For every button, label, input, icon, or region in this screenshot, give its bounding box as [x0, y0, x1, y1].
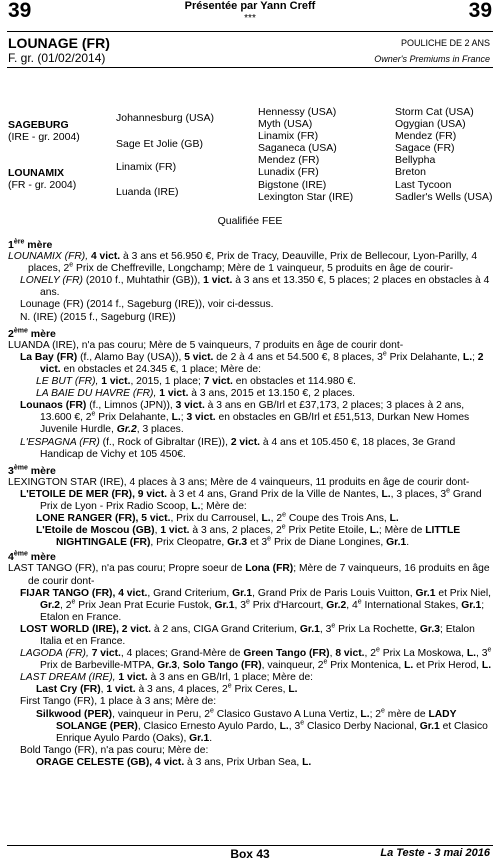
- produce-entry: Lounage (FR) (2014 f., Sageburg (IRE)), voir ci-dessus.: [20, 299, 274, 311]
- produce-entry: Last Cry (FR), 1 vict. à 3 ans, 4 places, 2e Prix Ceres, L.: [36, 682, 298, 696]
- pedigree-g3: Lexington Star (IRE): [258, 191, 354, 203]
- pedigree-g4: Mendez (FR): [395, 130, 457, 142]
- pedigree-g3: Linamix (FR): [258, 130, 319, 142]
- divider: [7, 31, 493, 32]
- section-heading-2: 2ème mère: [8, 327, 56, 340]
- fourth-dam-record: LAST TANGO (FR), n'a pas couru; Propre soeur de Lona (FR); Mère de 7 vainqueurs, 16 produits en âge de courir dont-: [8, 563, 490, 587]
- produce-entry: LONE RANGER (FR), 5 vict., Prix du Carrousel, L., 2e Coupe des Trois Ans, L.: [36, 511, 399, 525]
- horse-info: F. gr. (01/02/2014): [8, 51, 106, 65]
- owner-premiums: Owner's Premiums in France: [374, 54, 490, 64]
- page-footer: [0, 847, 500, 861]
- produce-entry: L'Etoile de Moscou (GB), 1 vict. à 3 ans, 2 places, 2e Prix Petite Etoile, L.; Mère de LITTLE NIGHTINGALE (FR), Prix Cleopatre, Gr.3 et 3e Prix de Diane Longines, Gr.1.: [36, 523, 461, 549]
- produce-entry: LONELY (FR) (2010 f., Muhtathir (GB)), 1 vict. à 3 ans et 13.350 €, 5 places; 2 places en obstacles à 4 ans.: [20, 275, 490, 299]
- produce-entry: LOST WORLD (IRE), 2 vict. à 2 ans, CIGA Grand Criterium, Gr.1, 3e Prix La Rochette, Gr.3; Etalon Italia et en France.: [20, 622, 475, 647]
- box-number: Box 43: [230, 847, 270, 861]
- produce-entry: FIJAR TANGO (FR), 4 vict., Grand Criterium, Gr.1, Grand Prix de Paris Louis Vuitton, Gr.1 et Prix Niel, Gr.2, 2e Prix Jean Prat Ecurie Fustok, Gr.1, 3e Prix d'Harcourt, Gr.2, 4e International Stakes, Gr.1; Etalon en France.: [20, 587, 491, 623]
- pedigree-g4: Bellypha: [395, 154, 436, 166]
- catalogue-body: [8, 237, 494, 769]
- sire-name: SAGEBURG: [8, 119, 69, 131]
- pedigree-g4: Breton: [395, 166, 426, 178]
- granddam-record: LUANDA (IRE), n'a pas couru; Mère de 5 vainqueurs, 7 produits en âge de courir dont-: [8, 339, 404, 351]
- produce-entry: La Bay (FR) (f., Alamo Bay (USA)), 5 vict. de 2 à 4 ans et 54.500 €, 8 places, 3e Prix Delahante, L.; 2 vict. en obstacles et 24.345 €, 1 place; Mère de:: [20, 350, 484, 375]
- pedigree-g2: Sage Et Jolie (GB): [116, 138, 203, 150]
- produce-entry: LAST DREAM (IRE), 1 vict. à 3 ans en GB/Irl, 1 place; Mère de:: [20, 672, 314, 684]
- pedigree-g4: Sadler's Wells (USA): [395, 191, 493, 203]
- divider: [7, 845, 493, 846]
- lot-number-right: 39: [468, 0, 492, 22]
- sire-info: (IRE - gr. 2004): [8, 131, 80, 143]
- pedigree-g3: Lunadix (FR): [258, 166, 319, 178]
- produce-entry: L'ESPAGNA (FR) (f., Rock of Gibraltar (IRE)), 2 vict. à 4 ans et 105.450 €, 18 places, 3e Grand Handicap de Vichy et 105 450€.: [20, 436, 456, 460]
- produce-entry: L'ETOILE DE MER (FR), 9 vict. à 3 et 4 ans, Grand Prix de la Ville de Nantes, L., 3 places, 3e Grand Prix de Lyon - Prix Radio Scoop, L.; Mère de:: [20, 487, 482, 512]
- pedigree-g2: Luanda (IRE): [116, 186, 179, 198]
- dam-name: LOUNAMIX: [8, 167, 64, 179]
- produce-entry: Bold Tango (FR), n'a pas couru; Mère de:: [20, 744, 209, 756]
- pedigree-g4: Last Tycoon: [395, 179, 452, 191]
- divider: [7, 67, 493, 68]
- produce-entry: Silkwood (PER), vainqueur in Peru, 2e Clasico Gustavo A Luna Vertiz, L.; 2e mère de LADY SOLANGE (PER), Clasico Ernesto Ayulo Pardo, L., 3e Clasico Derby Nacional, Gr.1 et Clasico Enrique Ayulo Pardo (Oaks), Gr.1.: [36, 707, 488, 744]
- pedigree-g3: Mendez (FR): [258, 154, 320, 166]
- pedigree-g4: Storm Cat (USA): [395, 106, 474, 118]
- page-header: [0, 0, 500, 30]
- produce-entry: N. (IRE) (2015 f., Sageburg (IRE)): [20, 311, 176, 323]
- produce-entry: First Tango (FR), 1 place à 3 ans; Mère de:: [20, 696, 217, 708]
- horse-name: LOUNAGE (FR): [8, 35, 110, 51]
- produce-entry: LA BAIE DU HAVRE (FR), 1 vict. à 3 ans, 2015 et 13.150 €, 2 places.: [36, 388, 356, 400]
- produce-entry: LE BUT (FR), 1 vict., 2015, 1 place; 7 vict. en obstacles et 114.980 €.: [36, 376, 356, 388]
- dam-info: (FR - gr. 2004): [8, 179, 77, 191]
- pedigree-g4: Sagace (FR): [395, 142, 455, 154]
- produce-entry: Lounaos (FR) (f., Limnos (JPN)), 3 vict. à 3 ans en GB/Irl et £37,173, 2 places; 3 places à 2 ans, 13.600 €, 2e Prix Delahante, L.; 3 vict. en obstacles en GB/Irl et £51,513, Durkan New Homes Juvenile Hurdle, Gr.2, 3 places.: [20, 400, 470, 436]
- pedigree-g3: Saganeca (USA): [258, 142, 337, 154]
- pedigree-g3: Bigstone (IRE): [258, 179, 327, 191]
- third-dam-record: LEXINGTON STAR (IRE), 4 places à 3 ans; Mère de 4 vainqueurs, 11 produits en âge de courir dont-: [8, 476, 470, 488]
- section-heading-1: 1ère mère: [8, 238, 53, 251]
- stars: ***: [244, 13, 256, 24]
- produce-entry: ORAGE CELESTE (GB), 4 vict. à 3 ans, Prix Urban Sea, L.: [36, 756, 312, 768]
- pedigree-g2: Johannesburg (USA): [116, 112, 215, 124]
- lot-number-left: 39: [8, 0, 32, 22]
- pedigree-g4: Ogygian (USA): [395, 118, 466, 130]
- pedigree-g2: Linamix (FR): [116, 161, 177, 173]
- pedigree-g3: Hennessy (USA): [258, 106, 337, 118]
- dam-record: LOUNAMIX (FR), 4 vict. à 3 ans et 56.950 €, Prix de Tracy, Deauville, Prix de Bellecour, Lyon-Parilly, 4 places, 2e Prix de Cheffreville, Longchamp; Mère de 1 vainqueur, 5 produits en âge de courir-: [8, 251, 478, 275]
- presenter: Présentée par Yann Creff: [184, 0, 316, 12]
- sale-place-date: La Teste - 3 mai 2016: [380, 847, 490, 859]
- pedigree-g3: Myth (USA): [258, 118, 313, 130]
- produce-entry: LAGODA (FR), 7 vict., 4 places; Grand-Mère de Green Tango (FR), 8 vict., 2e Prix La Moskowa, L., 3e Prix de Barbeville-MTPA, Gr.3, Solo Tango (FR), vainqueur, 2e Prix Montenica, L. et Prix Herod, L.: [20, 646, 492, 672]
- horse-sex: POULICHE DE 2 ANS: [400, 38, 490, 48]
- section-heading-4: 4ème mère: [8, 550, 56, 564]
- qualification: Qualifiée FEE: [217, 215, 283, 227]
- section-heading-3: 3ème mère: [8, 464, 56, 477]
